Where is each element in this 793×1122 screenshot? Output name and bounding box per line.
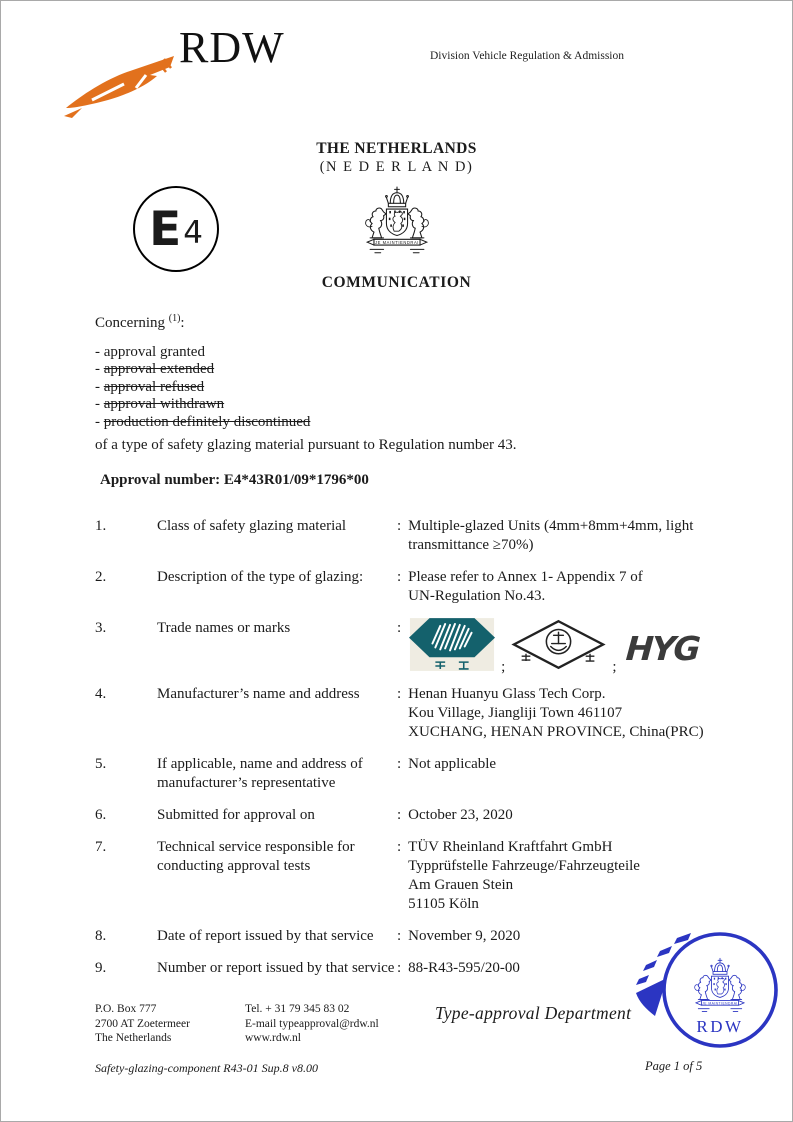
item-number: 6. xyxy=(95,807,107,824)
country-title: THE NETHERLANDS xyxy=(316,140,477,157)
e-mark-letter: E xyxy=(149,201,182,257)
trade-mark-diamond-icon xyxy=(510,619,607,672)
item-row xyxy=(95,517,711,555)
item-row xyxy=(95,685,711,742)
item-number: 2. xyxy=(95,569,107,586)
page-number: Page 1 of 5 xyxy=(645,1059,703,1073)
item-label: Technical service responsible for conducting approval tests xyxy=(157,839,355,875)
item-value: : Henan Huanyu Glass Tech Corp. Kou Village, Jiangliji Town 461107 XUCHANG, HENAN PROVINCE, China(PRC) xyxy=(397,686,704,741)
item-number: 9. xyxy=(95,960,107,977)
rdw-wordmark: RDW xyxy=(179,23,285,72)
subject-line: of a type of safety glazing material pursuant to Regulation number 43. xyxy=(95,437,517,454)
doc-reference: Safety-glazing-component R43-01 Sup.8 v8.00 xyxy=(95,1061,318,1075)
footer-address xyxy=(95,1002,190,1046)
concerning-option: - approval withdrawn xyxy=(95,396,225,413)
concerning-option: - production definitely discontinued xyxy=(95,413,311,430)
footer-contact xyxy=(245,1002,379,1046)
item-number: 8. xyxy=(95,928,107,945)
rdw-feather-icon xyxy=(62,48,178,120)
item-label: Manufacturer’s name and address xyxy=(157,686,360,703)
separator: ; xyxy=(612,659,617,676)
communication-title: COMMUNICATION xyxy=(321,274,472,291)
item-row xyxy=(95,927,711,946)
items-list xyxy=(95,517,711,978)
item-row xyxy=(95,838,711,914)
department-title: Type-approval Department xyxy=(435,1003,632,1023)
approval-number: Approval number: E4*43R01/09*1796*00 xyxy=(100,472,369,489)
item-label: Submitted for approval on xyxy=(157,807,315,824)
netherlands-coat-of-arms-icon xyxy=(0,184,793,262)
item-label: Description of the type of glazing: xyxy=(157,569,364,586)
footer-line: www.rdw.nl xyxy=(245,1032,302,1044)
concerning-option: - approval extended xyxy=(95,361,215,378)
footer-line: P.O. Box 777 xyxy=(95,1003,157,1015)
rdw-approval-stamp-icon xyxy=(631,926,793,1058)
trade-mark-hyg-logo: HYG xyxy=(624,629,700,669)
item-label: Number or report issued by that service xyxy=(157,960,395,977)
item-value: : October 23, 2020 xyxy=(397,807,513,824)
item-row xyxy=(95,568,711,606)
footer-line: E-mail typeapproval@rdw.nl xyxy=(245,1017,379,1030)
trade-mark-hexagon-icon xyxy=(408,617,496,672)
item-value: : ; ; HYG xyxy=(397,619,711,672)
trade-marks xyxy=(408,617,700,676)
item-row xyxy=(95,755,711,793)
country-subtitle: (N E D E R L A N D) xyxy=(319,159,474,175)
item-label: If applicable, name and address of manufacturer’s representative xyxy=(157,756,363,792)
footer-line: Tel. + 31 79 345 83 02 xyxy=(245,1003,350,1015)
item-value: : November 9, 2020 xyxy=(397,928,521,945)
item-value: : TÜV Rheinland Kraftfahrt GmbH Typprüfstelle Fahrzeuge/Fahrzeugteile Am Grauen Stein 51105 Köln xyxy=(397,839,640,913)
concerning-label: Concerning $^{(1)}$: xyxy=(95,313,185,331)
item-value: : Multiple-glazed Units (4mm+8mm+4mm, light transmittance ≥70%) xyxy=(397,518,694,554)
item-number: 3. xyxy=(95,620,107,637)
item-number: 4. xyxy=(95,686,107,703)
item-row xyxy=(95,959,711,978)
item-label: Class of safety glazing material xyxy=(157,518,347,535)
item-number: 1. xyxy=(95,518,107,535)
concerning-option: - approval refused xyxy=(95,378,205,395)
division-title: Division Vehicle Regulation & Admission xyxy=(430,50,625,62)
item-label: Date of report issued by that service xyxy=(157,928,374,945)
concerning-options xyxy=(95,344,711,431)
item-number: 5. xyxy=(95,756,107,773)
item-row xyxy=(95,806,711,825)
stamp-rdw-text: RDW xyxy=(696,1017,744,1036)
item-value: : Please refer to Annex 1- Appendix 7 of UN-Regulation No.43. xyxy=(397,569,643,605)
item-label: Trade names or marks xyxy=(157,620,291,637)
item-value: : Not applicable xyxy=(397,756,497,773)
item-row xyxy=(95,619,711,676)
footer-line: The Netherlands xyxy=(95,1032,172,1044)
concerning-option: - approval granted xyxy=(95,344,205,360)
footer-line: 2700 AT Zoetermeer xyxy=(95,1017,190,1030)
item-value: : 88-R43-595/20-00 xyxy=(397,960,520,977)
item-number: 7. xyxy=(95,839,107,856)
e-mark-number: 4 xyxy=(183,214,203,251)
separator: ; xyxy=(501,659,506,676)
